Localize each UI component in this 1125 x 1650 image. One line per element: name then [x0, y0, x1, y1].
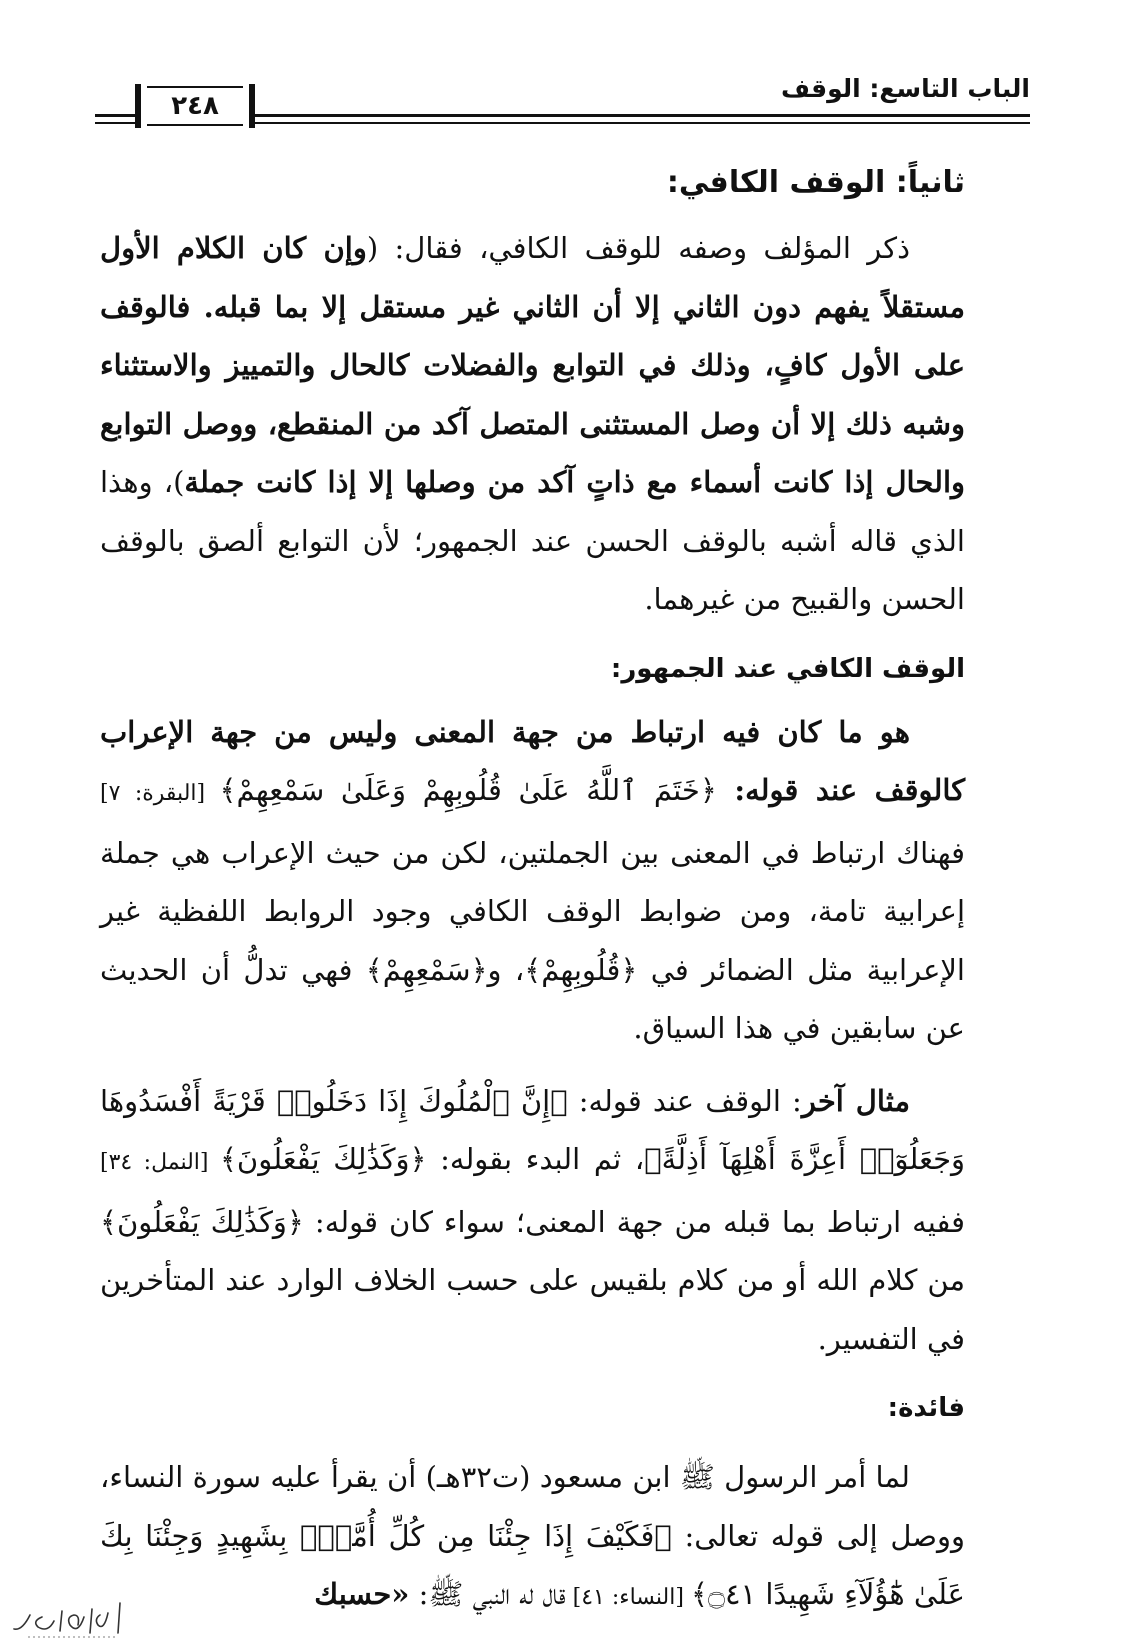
paragraph-faida: [100, 1448, 965, 1628]
verse-reference: [النمل: ٣٤]: [100, 1150, 220, 1175]
hadith-quote: «حسبك: [314, 1577, 410, 1611]
quran-verse: ﴿إِنَّ ٱلْمُلُوكَ إِذَا دَخَلُوا۟ قَرْيَةً أَفْسَدُوهَا وَجَعَلُوٓا۟ أَعِزَّةَ أَهْلِهَآ أَذِلَّةً﴾: [100, 1083, 965, 1176]
verse-reference: [النساء: ٤١]: [565, 1585, 691, 1610]
paragraph-text: فهناك ارتباط في المعنى بين الجملتين، لكن من حيث الإعراب هي جملة إعرابية تامة، ومن ضوابط الوقف الكافي وجود الروابط اللفظية غير الإعرابية مثل الضمائر في: [100, 835, 965, 987]
paragraph-text: ففيه ارتباط بما قبله من جهة المعنى؛ سواء كان قوله:: [303, 1204, 966, 1239]
quran-word: ﴿قُلُوبِهِمْ﴾: [524, 952, 638, 987]
signature-mark: [8, 1595, 128, 1643]
paragraph-kafi-definition: [100, 219, 965, 629]
quran-verse: ﴿وَكَذَٰلِكَ يَفْعَلُونَ﴾: [100, 1204, 304, 1239]
paragraph-text: )، وهذا الذي قاله أشبه بالوقف الحسن عند الجمهور؛ لأن التوابع ألصق بالوقف الحسن والقبيح من غيرهما.: [100, 465, 965, 616]
paragraph-text: ، و: [487, 952, 525, 987]
paragraph-text: ، ثم البدء بقوله:: [426, 1142, 645, 1176]
page-number-box: [135, 84, 255, 128]
quran-word: ﴿سَمْعِهِمْ﴾: [365, 952, 488, 987]
paragraph-another-example: [100, 1072, 965, 1369]
example-label: مثال آخر: [801, 1083, 910, 1118]
paragraph-jumhur-definition: [100, 703, 965, 1058]
running-head: الباب التاسع: الوقف: [780, 74, 1030, 103]
quran-verse: ﴿وَكَذَٰلِكَ يَفْعَلُونَ﴾: [219, 1142, 427, 1176]
paragraph-text: قال له النبي ﷺ:: [409, 1577, 566, 1611]
verse-reference: [البقرة: ٧]: [100, 781, 220, 806]
paragraph-text: هو ما كان فيه ارتباط من جهة المعنى وليس من جهة الإعراب كالوقف عند قوله:: [100, 714, 966, 807]
paragraph-text: : الوقف عند قوله:: [567, 1083, 802, 1118]
page-header: [95, 62, 1030, 132]
section-heading-faida: فائدة:: [887, 1393, 965, 1423]
quran-verse: ﴿فَكَيْفَ إِذَا جِئْنَا مِن كُلِّ أُمَّةٍۭ بِشَهِيدٍ وَجِئْنَا بِكَ عَلَىٰ هَٰٓؤُلَآءِ شَهِيدًا ۝٤١﴾: [100, 1518, 965, 1611]
section-heading-kafi: ثانياً: الوقف الكافي:: [666, 165, 965, 200]
section-heading-jumhur: الوقف الكافي عند الجمهور:: [610, 653, 965, 684]
page-body: [100, 155, 965, 1628]
author-quote: وإن كان الكلام الأول مستقلاً يفهم دون الثاني إلا أن الثاني غير مستقل إلا بما قبله. فالوقف على الأول كافٍ، وذلك في التوابع والفضلات كالحال والتمييز والاستثناء وشبه ذلك إلا أن وصل المستثنى المتصل آكد من المنقطع، ووصل التوابع والحال إذا كانت أسماء مع ذاتٍ آكد من وصلها إلا إذا كانت جملة: [100, 231, 966, 499]
paragraph-text: من كلام الله أو من كلام بلقيس على حسب الخلاف الوارد عند المتأخرين في التفسير.: [100, 1263, 965, 1356]
paragraph-text: فهي تدلُّ أن الحديث عن سابقين في هذا السياق.: [100, 952, 965, 1045]
page-number: ٢٤٨: [171, 91, 219, 121]
paragraph-text: لما أمر الرسول ﷺ ابن مسعود (ت٣٢هـ) أن يقرأ عليه سورة النساء، ووصل إلى قوله تعالى:: [100, 1460, 965, 1553]
paragraph-text: ذكر المؤلف وصفه للوقف الكافي، فقال: (: [366, 231, 910, 265]
quran-verse: ﴿خَتَمَ ٱللَّهُ عَلَىٰ قُلُوبِهِمْ وَعَلَىٰ سَمْعِهِمْ﴾: [219, 773, 717, 807]
